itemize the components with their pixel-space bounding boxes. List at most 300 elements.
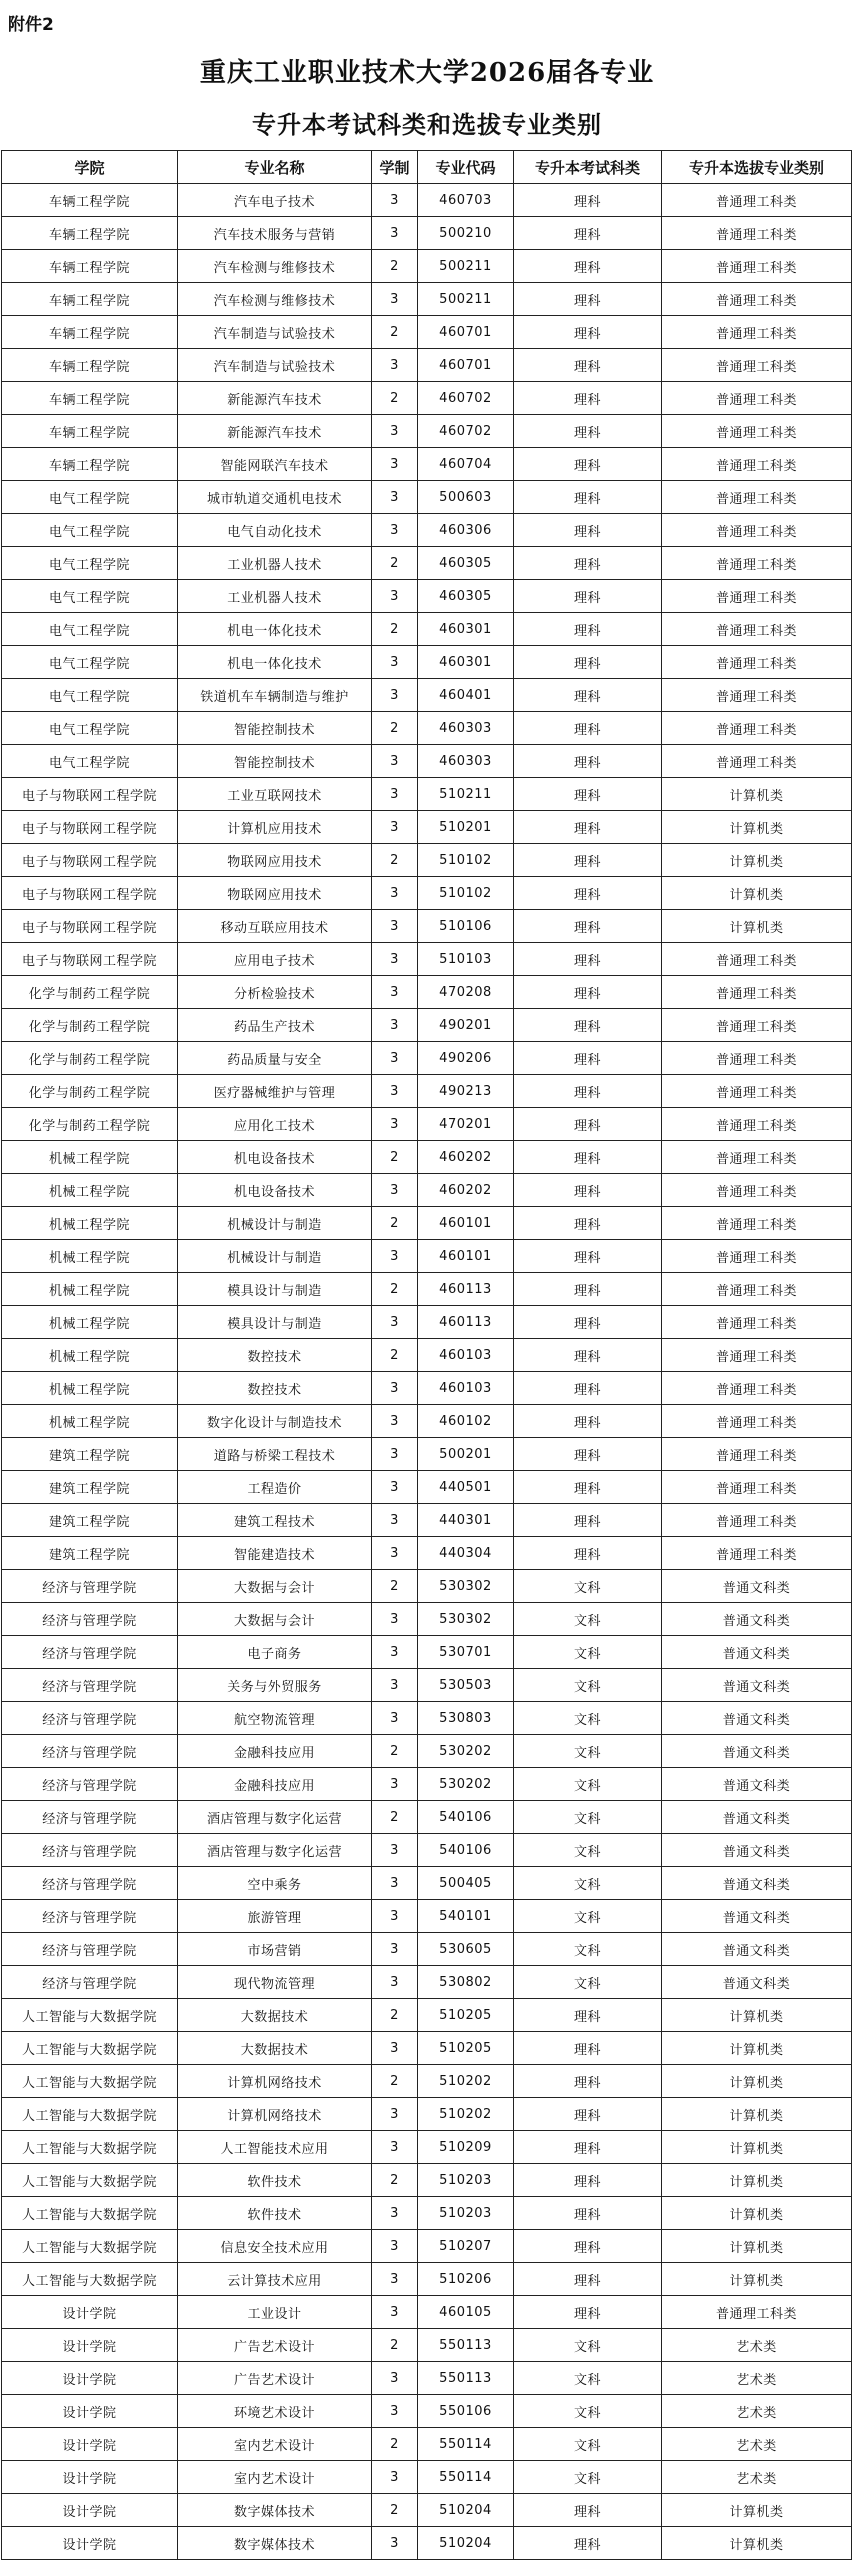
cell-exam-category: 理科 (514, 1999, 662, 2032)
cell-major-name: 机电设备技术 (178, 1141, 372, 1174)
cell-exam-category: 理科 (514, 778, 662, 811)
cell-major-code: 460305 (418, 547, 514, 580)
table-row (2, 547, 852, 580)
cell-exam-category: 理科 (514, 712, 662, 745)
cell-major-code: 510203 (418, 2197, 514, 2230)
cell-exam-category: 理科 (514, 613, 662, 646)
table-row (2, 1570, 852, 1603)
table-row (2, 184, 852, 217)
cell-exam-category: 理科 (514, 2296, 662, 2329)
cell-major-name: 工业机器人技术 (178, 547, 372, 580)
cell-selection-category: 计算机类 (662, 2197, 852, 2230)
cell-major-code: 460105 (418, 2296, 514, 2329)
cell-exam-category: 理科 (514, 580, 662, 613)
cell-duration: 3 (372, 184, 418, 217)
cell-major-code: 550113 (418, 2362, 514, 2395)
cell-selection-category: 艺术类 (662, 2362, 852, 2395)
cell-college: 电气工程学院 (2, 547, 178, 580)
cell-college: 经济与管理学院 (2, 1867, 178, 1900)
cell-selection-category: 艺术类 (662, 2395, 852, 2428)
table-row (2, 2428, 852, 2461)
cell-selection-category: 普通理工科类 (662, 1108, 852, 1141)
cell-major-name: 电子商务 (178, 1636, 372, 1669)
cell-duration: 3 (372, 448, 418, 481)
cell-major-code: 460701 (418, 349, 514, 382)
cell-duration: 3 (372, 2098, 418, 2131)
cell-major-code: 510211 (418, 778, 514, 811)
cell-exam-category: 文科 (514, 1834, 662, 1867)
cell-major-code: 460401 (418, 679, 514, 712)
cell-duration: 3 (372, 1636, 418, 1669)
cell-duration: 3 (372, 415, 418, 448)
cell-selection-category: 普通理工科类 (662, 1174, 852, 1207)
cell-major-name: 金融科技应用 (178, 1768, 372, 1801)
cell-major-name: 数控技术 (178, 1339, 372, 1372)
cell-exam-category: 理科 (514, 943, 662, 976)
header-exam-category: 专升本考试科类 (514, 151, 662, 184)
cell-college: 车辆工程学院 (2, 217, 178, 250)
table-row (2, 382, 852, 415)
cell-major-code: 530701 (418, 1636, 514, 1669)
header-college: 学院 (2, 151, 178, 184)
cell-college: 建筑工程学院 (2, 1471, 178, 1504)
cell-major-name: 大数据与会计 (178, 1570, 372, 1603)
table-row (2, 1075, 852, 1108)
cell-major-name: 大数据技术 (178, 1999, 372, 2032)
cell-college: 化学与制药工程学院 (2, 1075, 178, 1108)
cell-major-code: 530202 (418, 1735, 514, 1768)
cell-major-name: 金融科技应用 (178, 1735, 372, 1768)
cell-college: 化学与制药工程学院 (2, 1009, 178, 1042)
cell-major-name: 室内艺术设计 (178, 2461, 372, 2494)
cell-duration: 2 (372, 1801, 418, 1834)
cell-major-name: 广告艺术设计 (178, 2329, 372, 2362)
table-row (2, 1141, 852, 1174)
cell-selection-category: 普通文科类 (662, 1933, 852, 1966)
cell-exam-category: 理科 (514, 1009, 662, 1042)
table-row (2, 1537, 852, 1570)
cell-exam-category: 理科 (514, 2494, 662, 2527)
cell-exam-category: 理科 (514, 316, 662, 349)
cell-college: 人工智能与大数据学院 (2, 2065, 178, 2098)
cell-major-code: 500211 (418, 250, 514, 283)
cell-major-name: 市场营销 (178, 1933, 372, 1966)
cell-college: 人工智能与大数据学院 (2, 2131, 178, 2164)
cell-selection-category: 普通文科类 (662, 1768, 852, 1801)
table-body (2, 184, 852, 2560)
cell-selection-category: 计算机类 (662, 778, 852, 811)
table-row (2, 1174, 852, 1207)
cell-college: 设计学院 (2, 2329, 178, 2362)
cell-duration: 3 (372, 349, 418, 382)
cell-major-name: 旅游管理 (178, 1900, 372, 1933)
cell-major-name: 移动互联应用技术 (178, 910, 372, 943)
cell-college: 机械工程学院 (2, 1240, 178, 1273)
table-row (2, 2197, 852, 2230)
cell-major-name: 大数据技术 (178, 2032, 372, 2065)
table-row (2, 1669, 852, 1702)
cell-duration: 2 (372, 382, 418, 415)
cell-selection-category: 普通理工科类 (662, 1273, 852, 1306)
cell-major-code: 510204 (418, 2494, 514, 2527)
cell-selection-category: 普通理工科类 (662, 1372, 852, 1405)
cell-college: 电气工程学院 (2, 580, 178, 613)
majors-table (1, 150, 852, 2560)
table-row (2, 2263, 852, 2296)
cell-exam-category: 理科 (514, 1207, 662, 1240)
cell-major-name: 城市轨道交通机电技术 (178, 481, 372, 514)
cell-exam-category: 理科 (514, 2263, 662, 2296)
cell-college: 车辆工程学院 (2, 382, 178, 415)
cell-duration: 2 (372, 547, 418, 580)
cell-selection-category: 普通理工科类 (662, 976, 852, 1009)
cell-major-name: 关务与外贸服务 (178, 1669, 372, 1702)
cell-college: 经济与管理学院 (2, 1669, 178, 1702)
table-row (2, 1207, 852, 1240)
cell-major-code: 460103 (418, 1372, 514, 1405)
cell-duration: 3 (372, 976, 418, 1009)
cell-major-name: 数控技术 (178, 1372, 372, 1405)
cell-duration: 3 (372, 1009, 418, 1042)
cell-major-name: 分析检验技术 (178, 976, 372, 1009)
cell-major-name: 机械设计与制造 (178, 1240, 372, 1273)
cell-exam-category: 文科 (514, 1867, 662, 1900)
table-row (2, 1933, 852, 1966)
cell-duration: 3 (372, 1372, 418, 1405)
cell-major-name: 汽车检测与维修技术 (178, 250, 372, 283)
cell-college: 经济与管理学院 (2, 1735, 178, 1768)
cell-duration: 3 (372, 1867, 418, 1900)
cell-major-name: 药品质量与安全 (178, 1042, 372, 1075)
cell-major-name: 电气自动化技术 (178, 514, 372, 547)
cell-major-name: 汽车检测与维修技术 (178, 283, 372, 316)
cell-major-name: 机电一体化技术 (178, 646, 372, 679)
cell-major-code: 510207 (418, 2230, 514, 2263)
cell-duration: 3 (372, 481, 418, 514)
cell-major-name: 机械设计与制造 (178, 1207, 372, 1240)
cell-exam-category: 文科 (514, 1669, 662, 1702)
cell-major-name: 工业设计 (178, 2296, 372, 2329)
cell-selection-category: 普通文科类 (662, 1801, 852, 1834)
cell-duration: 2 (372, 844, 418, 877)
cell-major-code: 540106 (418, 1834, 514, 1867)
table-row (2, 2164, 852, 2197)
cell-duration: 2 (372, 712, 418, 745)
table-row (2, 1735, 852, 1768)
cell-duration: 3 (372, 1306, 418, 1339)
cell-selection-category: 普通文科类 (662, 1669, 852, 1702)
cell-exam-category: 理科 (514, 514, 662, 547)
cell-major-code: 460113 (418, 1273, 514, 1306)
cell-selection-category: 普通理工科类 (662, 250, 852, 283)
table-row (2, 1999, 852, 2032)
cell-major-code: 510202 (418, 2098, 514, 2131)
cell-exam-category: 文科 (514, 1966, 662, 1999)
cell-exam-category: 理科 (514, 2032, 662, 2065)
cell-duration: 3 (372, 283, 418, 316)
cell-selection-category: 艺术类 (662, 2428, 852, 2461)
cell-selection-category: 普通理工科类 (662, 448, 852, 481)
cell-exam-category: 理科 (514, 1174, 662, 1207)
table-row (2, 1966, 852, 1999)
cell-selection-category: 普通文科类 (662, 1603, 852, 1636)
cell-college: 电气工程学院 (2, 514, 178, 547)
table-row (2, 778, 852, 811)
cell-selection-category: 普通理工科类 (662, 1207, 852, 1240)
cell-major-code: 500603 (418, 481, 514, 514)
cell-college: 机械工程学院 (2, 1306, 178, 1339)
cell-duration: 3 (372, 910, 418, 943)
cell-college: 设计学院 (2, 2527, 178, 2560)
cell-major-code: 460102 (418, 1405, 514, 1438)
cell-college: 机械工程学院 (2, 1207, 178, 1240)
cell-duration: 3 (372, 1768, 418, 1801)
cell-college: 设计学院 (2, 2395, 178, 2428)
table-row (2, 2494, 852, 2527)
cell-selection-category: 计算机类 (662, 2065, 852, 2098)
cell-major-code: 460301 (418, 646, 514, 679)
table-row (2, 1009, 852, 1042)
cell-college: 经济与管理学院 (2, 1801, 178, 1834)
cell-selection-category: 计算机类 (662, 2131, 852, 2164)
header-selection-category: 专升本选拔专业类别 (662, 151, 852, 184)
cell-duration: 2 (372, 1735, 418, 1768)
cell-major-name: 医疗器械维护与管理 (178, 1075, 372, 1108)
cell-selection-category: 普通理工科类 (662, 1141, 852, 1174)
cell-major-code: 460704 (418, 448, 514, 481)
cell-selection-category: 普通理工科类 (662, 1339, 852, 1372)
cell-duration: 3 (372, 679, 418, 712)
cell-exam-category: 文科 (514, 1801, 662, 1834)
cell-selection-category: 普通理工科类 (662, 943, 852, 976)
cell-exam-category: 理科 (514, 2197, 662, 2230)
cell-exam-category: 理科 (514, 448, 662, 481)
cell-duration: 3 (372, 1471, 418, 1504)
cell-major-name: 工程造价 (178, 1471, 372, 1504)
cell-major-code: 490213 (418, 1075, 514, 1108)
cell-college: 机械工程学院 (2, 1141, 178, 1174)
cell-exam-category: 文科 (514, 1735, 662, 1768)
cell-major-code: 510106 (418, 910, 514, 943)
cell-selection-category: 普通理工科类 (662, 547, 852, 580)
cell-college: 电子与物联网工程学院 (2, 778, 178, 811)
cell-major-name: 物联网应用技术 (178, 877, 372, 910)
table-row (2, 1438, 852, 1471)
cell-major-name: 应用化工技术 (178, 1108, 372, 1141)
cell-college: 电子与物联网工程学院 (2, 844, 178, 877)
cell-selection-category: 普通理工科类 (662, 1471, 852, 1504)
cell-selection-category: 普通文科类 (662, 1900, 852, 1933)
table-row (2, 2098, 852, 2131)
cell-major-name: 云计算技术应用 (178, 2263, 372, 2296)
cell-exam-category: 理科 (514, 2230, 662, 2263)
table-row (2, 1504, 852, 1537)
cell-selection-category: 普通理工科类 (662, 1504, 852, 1537)
cell-college: 经济与管理学院 (2, 1933, 178, 1966)
cell-duration: 3 (372, 1405, 418, 1438)
cell-major-code: 500201 (418, 1438, 514, 1471)
table-row (2, 1240, 852, 1273)
cell-major-code: 460702 (418, 415, 514, 448)
cell-duration: 3 (372, 1966, 418, 1999)
cell-duration: 3 (372, 1603, 418, 1636)
cell-exam-category: 理科 (514, 547, 662, 580)
cell-major-name: 计算机网络技术 (178, 2098, 372, 2131)
table-row (2, 1867, 852, 1900)
cell-duration: 2 (372, 1999, 418, 2032)
header-major-name: 专业名称 (178, 151, 372, 184)
cell-exam-category: 理科 (514, 283, 662, 316)
cell-selection-category: 普通理工科类 (662, 283, 852, 316)
cell-selection-category: 计算机类 (662, 877, 852, 910)
cell-college: 经济与管理学院 (2, 1966, 178, 1999)
cell-major-name: 工业机器人技术 (178, 580, 372, 613)
cell-duration: 3 (372, 745, 418, 778)
cell-exam-category: 理科 (514, 877, 662, 910)
cell-major-name: 汽车技术服务与营销 (178, 217, 372, 250)
cell-college: 设计学院 (2, 2296, 178, 2329)
cell-duration: 3 (372, 2461, 418, 2494)
cell-exam-category: 文科 (514, 1570, 662, 1603)
cell-major-code: 530302 (418, 1570, 514, 1603)
cell-major-code: 460301 (418, 613, 514, 646)
cell-exam-category: 理科 (514, 2098, 662, 2131)
table-row (2, 349, 852, 382)
cell-major-code: 540106 (418, 1801, 514, 1834)
cell-selection-category: 普通文科类 (662, 1570, 852, 1603)
cell-major-name: 智能控制技术 (178, 745, 372, 778)
cell-duration: 3 (372, 646, 418, 679)
cell-exam-category: 理科 (514, 976, 662, 1009)
cell-duration: 3 (372, 1075, 418, 1108)
table-row (2, 1108, 852, 1141)
cell-college: 机械工程学院 (2, 1174, 178, 1207)
cell-college: 设计学院 (2, 2362, 178, 2395)
cell-duration: 3 (372, 778, 418, 811)
cell-major-code: 510103 (418, 943, 514, 976)
cell-major-name: 铁道机车车辆制造与维护 (178, 679, 372, 712)
cell-major-code: 440301 (418, 1504, 514, 1537)
table-row (2, 1603, 852, 1636)
cell-major-name: 人工智能技术应用 (178, 2131, 372, 2164)
cell-duration: 2 (372, 1570, 418, 1603)
cell-major-name: 数字化设计与制造技术 (178, 1405, 372, 1438)
cell-exam-category: 文科 (514, 1768, 662, 1801)
cell-exam-category: 理科 (514, 1504, 662, 1537)
cell-major-code: 510102 (418, 844, 514, 877)
table-row (2, 844, 852, 877)
cell-exam-category: 理科 (514, 2131, 662, 2164)
table-row (2, 745, 852, 778)
cell-major-name: 大数据与会计 (178, 1603, 372, 1636)
cell-selection-category: 普通理工科类 (662, 184, 852, 217)
cell-major-name: 软件技术 (178, 2197, 372, 2230)
table-row (2, 250, 852, 283)
cell-college: 电子与物联网工程学院 (2, 811, 178, 844)
table-row (2, 976, 852, 1009)
table-row (2, 1900, 852, 1933)
cell-college: 人工智能与大数据学院 (2, 1999, 178, 2032)
cell-college: 建筑工程学院 (2, 1438, 178, 1471)
cell-selection-category: 普通文科类 (662, 1735, 852, 1768)
cell-major-code: 550113 (418, 2329, 514, 2362)
cell-exam-category: 文科 (514, 2329, 662, 2362)
cell-selection-category: 普通理工科类 (662, 2296, 852, 2329)
cell-major-code: 510202 (418, 2065, 514, 2098)
cell-college: 车辆工程学院 (2, 250, 178, 283)
cell-college: 电子与物联网工程学院 (2, 943, 178, 976)
table-row (2, 1339, 852, 1372)
cell-major-code: 510102 (418, 877, 514, 910)
cell-duration: 3 (372, 1240, 418, 1273)
cell-duration: 2 (372, 2428, 418, 2461)
header-major-code: 专业代码 (418, 151, 514, 184)
cell-selection-category: 普通理工科类 (662, 316, 852, 349)
cell-duration: 2 (372, 613, 418, 646)
cell-exam-category: 理科 (514, 844, 662, 877)
cell-duration: 3 (372, 1900, 418, 1933)
cell-selection-category: 普通理工科类 (662, 1306, 852, 1339)
cell-selection-category: 普通理工科类 (662, 1240, 852, 1273)
cell-selection-category: 艺术类 (662, 2329, 852, 2362)
cell-major-code: 460701 (418, 316, 514, 349)
cell-major-code: 510209 (418, 2131, 514, 2164)
table-row (2, 2461, 852, 2494)
table-row (2, 877, 852, 910)
cell-college: 人工智能与大数据学院 (2, 2098, 178, 2131)
cell-major-name: 航空物流管理 (178, 1702, 372, 1735)
cell-college: 化学与制药工程学院 (2, 1042, 178, 1075)
cell-duration: 3 (372, 877, 418, 910)
table-row (2, 1834, 852, 1867)
cell-selection-category: 普通理工科类 (662, 745, 852, 778)
cell-college: 电气工程学院 (2, 712, 178, 745)
table-row (2, 316, 852, 349)
table-row (2, 580, 852, 613)
cell-college: 设计学院 (2, 2494, 178, 2527)
cell-major-code: 460202 (418, 1174, 514, 1207)
cell-college: 经济与管理学院 (2, 1603, 178, 1636)
cell-major-code: 460113 (418, 1306, 514, 1339)
cell-college: 建筑工程学院 (2, 1537, 178, 1570)
cell-college: 电子与物联网工程学院 (2, 910, 178, 943)
cell-duration: 3 (372, 2395, 418, 2428)
cell-college: 机械工程学院 (2, 1372, 178, 1405)
table-row (2, 448, 852, 481)
cell-major-name: 工业互联网技术 (178, 778, 372, 811)
cell-exam-category: 理科 (514, 1306, 662, 1339)
table-row (2, 1768, 852, 1801)
cell-college: 电气工程学院 (2, 646, 178, 679)
cell-duration: 2 (372, 250, 418, 283)
table-row (2, 1372, 852, 1405)
table-row (2, 415, 852, 448)
cell-major-name: 汽车电子技术 (178, 184, 372, 217)
cell-selection-category: 计算机类 (662, 2164, 852, 2197)
table-row (2, 514, 852, 547)
cell-college: 经济与管理学院 (2, 1900, 178, 1933)
cell-college: 建筑工程学院 (2, 1504, 178, 1537)
cell-exam-category: 理科 (514, 217, 662, 250)
table-row (2, 2395, 852, 2428)
cell-exam-category: 理科 (514, 2527, 662, 2560)
cell-duration: 2 (372, 2329, 418, 2362)
table-row (2, 1801, 852, 1834)
table-row (2, 1405, 852, 1438)
cell-major-name: 应用电子技术 (178, 943, 372, 976)
cell-duration: 3 (372, 2230, 418, 2263)
cell-major-code: 530803 (418, 1702, 514, 1735)
